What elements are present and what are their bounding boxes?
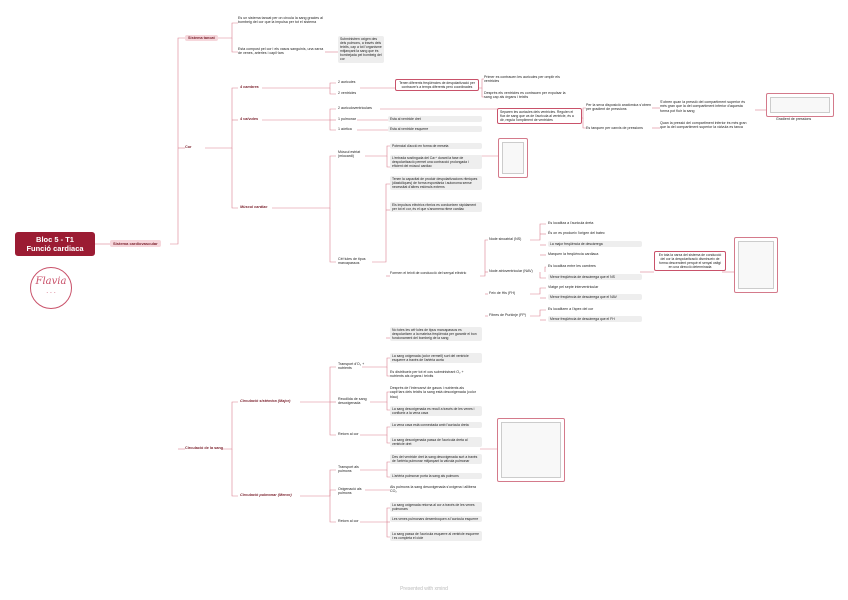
text-ven-desc: Després els ventricles es contrauen per expulsar la sang cap als òrgans i teixits: [484, 91, 566, 100]
text-nav2: Menor freqüència de descàrrega que el NS: [548, 274, 642, 280]
text-aurv: 2 auriculoventriculars: [338, 106, 372, 110]
image-placeholder: [502, 142, 524, 174]
text-cel-marcapassos: Cèl·lules de tipus marcapassos: [338, 257, 366, 266]
text-fp1: Es localitzen a l'àpex del cor: [548, 307, 594, 311]
root-title-line1: Bloc 5 - T1: [36, 235, 74, 244]
text-fp2: Menor freqüència de descàrrega que el FH: [548, 316, 642, 322]
text-oxigenacio: Oxigenació als pulmons: [338, 487, 362, 496]
text-obren-desc: S'obren quan la pressió del compartiment superior és més gran que la del compartiment inferior d'aquesta forma pot fluir la sang: [660, 100, 745, 113]
text-ret2: La sang desoxigenada passa de l'aurícula dreta al ventricle dret: [390, 437, 482, 447]
text-cm-desc4: No totes les cèl·lules de tipus marcapassos es despolaritzen a la mateixa freqüència per garantir el bon funcionament del bombeig de la sang: [390, 327, 482, 341]
node-cambres[interactable]: 4 cambres: [240, 85, 259, 89]
footer-presented-with: Presented with xmind: [400, 586, 448, 592]
text-rp1: La sang oxigenada retorna al cor a través de les venes pulmonars: [390, 502, 482, 512]
image-potencial-accio[interactable]: [498, 138, 528, 178]
node-pulmonar-c[interactable]: Circulació pulmonar (Menor): [240, 493, 292, 497]
text-recollida: Recollida de sang desoxigenada: [338, 397, 367, 406]
text-tp1: Des del ventricle dret la sang desoxigenada surt a través de l'artèria pulmonar mitjançant la vàlvula pulmonar: [390, 454, 482, 464]
node-circulacio[interactable]: Circulació de la sang: [185, 446, 223, 450]
logo-text: Flavia: [35, 276, 67, 287]
text-tanc-desc: Quan la pressió del compartiment inferior és més gran que la del compartiment superior la vàlvula es tanca: [660, 121, 747, 130]
text-fh2: Menor freqüència de descàrrega que el NAV: [548, 294, 642, 300]
caption-gradient: Gradient de pressions: [776, 117, 812, 121]
text-retorn-p: Retorn al cor: [338, 519, 359, 523]
text-valv-tanc: Es tanquen per canvis de pressions: [586, 126, 643, 130]
text-aur-desc: Primer es contrauen les auricules per omplir els ventricles: [484, 75, 560, 84]
text-cm-desc2: Els impulsos elèctrics rítmics es condueixen ràpidament per tot el cor, és el que s'anomena ritme cardiac: [390, 202, 482, 212]
image-conduccio[interactable]: [734, 237, 778, 293]
text-ventricles: 2 ventricles: [338, 91, 357, 95]
image-placeholder: [738, 241, 774, 289]
image-placeholder: [770, 97, 830, 113]
text-fh1: Viatge pel septe interventricular: [548, 285, 599, 289]
text-conduccio: En tota la xarxa del sistema de conducció del cor la despolarització disminueix de forma descendent perquè el senyal vaitgi en una direcció determinada: [654, 251, 726, 271]
text-nav1: Es localitza entre les cambres: [548, 264, 596, 268]
text-transport: Transport d'O₂ + nutrients: [338, 362, 365, 371]
text-cm-desc1: Tenen la capacitat de produir despolaritzacions ritmiques (diastòliques) de forma espontània i autonoma sense necessitat d'altres estímuls externs: [390, 176, 482, 190]
text-ns4: Marquen la freqüència cardiaca: [548, 252, 599, 256]
node-sistema-cardiovascular[interactable]: Sistema cardiovascular: [110, 240, 161, 247]
flavia-logo: [30, 267, 72, 309]
text-st-desc1: Es un sistema tancat per on circula la sang gracies al bombeig del cor que la impulsa per tot el sistema: [238, 16, 323, 25]
node-cor[interactable]: Cor: [185, 145, 192, 149]
text-frequencies: Tenen diferents freqüències de despolarització per contraure's a temps diferents però coordinades: [395, 79, 479, 91]
text-transport-p: Transport als pulmons: [338, 465, 359, 474]
text-aortica-desc: Esta al ventricle esquerre: [388, 126, 482, 132]
text-ns2: És on es produeix l'origen del batec: [548, 231, 605, 235]
node-sistemica[interactable]: Circulació sistèmica (Major): [240, 399, 291, 403]
text-muscul-estriat: Múscul estriat (miocardi): [338, 150, 361, 159]
image-gradient-pressions[interactable]: [766, 93, 834, 117]
image-circulacio[interactable]: [497, 418, 565, 482]
text-valv-sep: Separen les auricules dels ventricles. Regulen el flux de sang que va de l'auricula al ventricle, és a dir, regula l'ompliment de ventricles: [497, 108, 582, 124]
text-st-desc2: Esta compost pel cor i els vasos sanguinis, una xarxa de venes, arteries i capil·lars: [238, 47, 324, 56]
text-fh: Feix de His (FH): [489, 291, 516, 295]
root-title-line2: Funció cardiaca: [26, 244, 84, 253]
text-rec1: Després de l'intercanvi de gasos i nutrients als capil·lars dels teixits la sang està desoxigenada (color blau): [390, 386, 476, 399]
text-ns: Node sinoatrial (NS): [489, 237, 522, 241]
text-tr2: Es distribueix per tot el cos subministrant O₂ + nutrients als òrgans i teixits: [390, 370, 464, 379]
text-cm-desc3: Formen el teixit de conducció del senyal elèctric: [390, 271, 467, 275]
text-nav: Node atrioventricular (NAV): [489, 269, 533, 273]
text-aortica: 1 aòrtica: [338, 127, 352, 131]
text-rp2: Les venes pulmonars desemboquen a l'aurícula esquerre: [390, 516, 482, 522]
text-pulmonar: 1 pulmonar: [338, 117, 356, 121]
text-me-desc2: L'entrada sostinguda del Ca²⁺ durant la fase de despolarització permet una contracció prolongada i eficient del múscul cardiac: [390, 155, 482, 169]
text-fp: Fibres de Purkinje (FP): [489, 313, 526, 317]
text-pulmonar-desc: Esta al ventricle dret: [388, 116, 482, 122]
text-retorn: Retorn al cor: [338, 432, 359, 436]
text-me-desc1: Potencial d'acció en forma de meseta: [390, 143, 482, 149]
node-valvules[interactable]: 4 valvules: [240, 117, 259, 121]
text-tp2: L'artèria pulmonar porta la sang als pulmons: [390, 473, 482, 479]
root-node[interactable]: [15, 232, 95, 256]
text-ox1: Als pulmons la sang desoxigenada s'oxigena i allibera CO₂: [390, 485, 476, 494]
text-auricules: 2 auricules: [338, 80, 356, 84]
text-ns3: La major freqüència de descàrrega: [548, 241, 642, 247]
text-valv-disp: Per la seva disposició anatòmica s'obren per gradient de pressions: [586, 103, 652, 112]
text-rp3: La sang passa de l'aurícula esquerre al ventricle esquerre i es completa el cicle: [390, 531, 482, 541]
node-muscul-cardiac[interactable]: Múscul cardiac: [240, 205, 268, 209]
text-tr1: La sang oxigenada (color vermell) surt del ventricle esquerre a través de l'artèria aorta: [390, 353, 482, 363]
text-ns1: Es localitza a l'auricula dreta: [548, 221, 594, 225]
text-st-desc3: Subministren oxigen des dels pulmons, a través dels teixits, cap a tot l'organisme mitjançant la sang que és bombejada pel bombeig del cor: [338, 36, 384, 63]
text-ret1: La vena cava està connectada amb l'aurícula dreta: [390, 422, 482, 428]
text-rec2: La sang desoxigenada es recull a través de les venes i conflueix a la vena cava: [390, 406, 482, 416]
node-sistema-tancat[interactable]: Sistema tancat: [185, 35, 218, 41]
image-placeholder: [501, 422, 561, 478]
logo-subtext: · · ·: [46, 290, 56, 297]
